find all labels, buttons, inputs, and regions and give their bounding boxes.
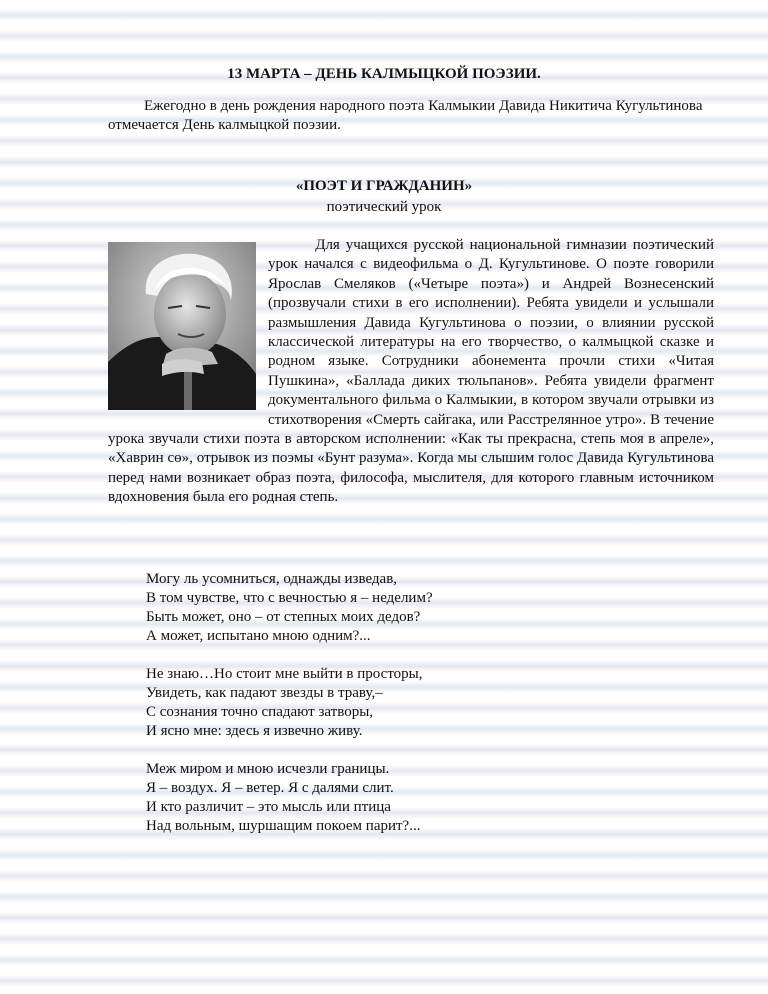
poet-portrait-image xyxy=(108,242,256,410)
poem-stanza xyxy=(146,760,420,836)
poem-line: Я – воздух. Я – ветер. Я с далями слит. xyxy=(146,780,394,796)
poem-line: Увидеть, как падают звезды в траву,– xyxy=(146,685,383,701)
section-subtitle: поэтический урок xyxy=(326,199,442,215)
poem-line: Могу ль усомниться, однажды изведав, xyxy=(146,571,398,587)
page-title: 13 МАРТА – ДЕНЬ КАЛМЫЦКОЙ ПОЭЗИИ. xyxy=(227,66,541,82)
article-body xyxy=(108,236,714,508)
poem-line: Не знаю…Но стоит мне выйти в просторы, xyxy=(146,666,423,682)
poem-stanza xyxy=(146,665,423,741)
poet-portrait-photo xyxy=(108,242,256,410)
poem-line: И кто различит – это мысль или птица xyxy=(146,799,391,815)
poem-line: С сознания точно спадают затворы, xyxy=(146,704,374,720)
intro-paragraph: Ежегодно в день рождения народного поэта Калмыкии Давида Никитича Кугультинова отмечается День калмыцкой поэзии. xyxy=(108,98,703,133)
article-text: Для учащихся русской национальной гимназии поэтический урок начался с видеофильма о Д. Кугультинове. О поэте говорили Ярослав Смеляков («Четыре поэта») и Андрей Вознесенский (прозвучали стихи в его исполнении). Ребята увидели и услышали размышления Давида Кугультинова о поэзии, о влиянии русской классической литературы на его творчество, о калмыцкой сказке и родном языке. Сотрудники абонемента прочли стихи «Читая Пушкина», «Баллада диких тюльпанов». Ребята увидели фрагмент документального фильма о Калмыкии, в котором звучали отрывки из стихотворения «Смерть сайгака, или Расстрелянное утро». В течение урока звучали стихи поэта в авторском исполнении: «Как ты прекрасна, степь моя в апреле», «Хаврин сө», отрывок из поэмы «Бунт разума». Когда мы слышим голос Давида Кугультинова перед нами возникает образ поэта, философа, мыслителя, для которого главным источником вдохновения была его родная степь. xyxy=(108,237,714,506)
article-indent xyxy=(268,237,315,253)
poem-line: В том чувстве, что с вечностью я – неделим? xyxy=(146,590,433,606)
section-title: «ПОЭТ И ГРАЖДАНИН» xyxy=(295,178,473,194)
poem-line: А может, испытано мною одним?... xyxy=(146,628,371,644)
poem-line: И ясно мне: здесь я извечно живу. xyxy=(146,723,363,739)
poem-line: Быть может, оно – от степных моих дедов? xyxy=(146,609,421,625)
poem-line: Меж миром и мною исчезли границы. xyxy=(146,761,390,777)
poem-stanza xyxy=(146,570,433,646)
poem-line: Над вольным, шуршащим покоем парит?... xyxy=(146,818,421,834)
